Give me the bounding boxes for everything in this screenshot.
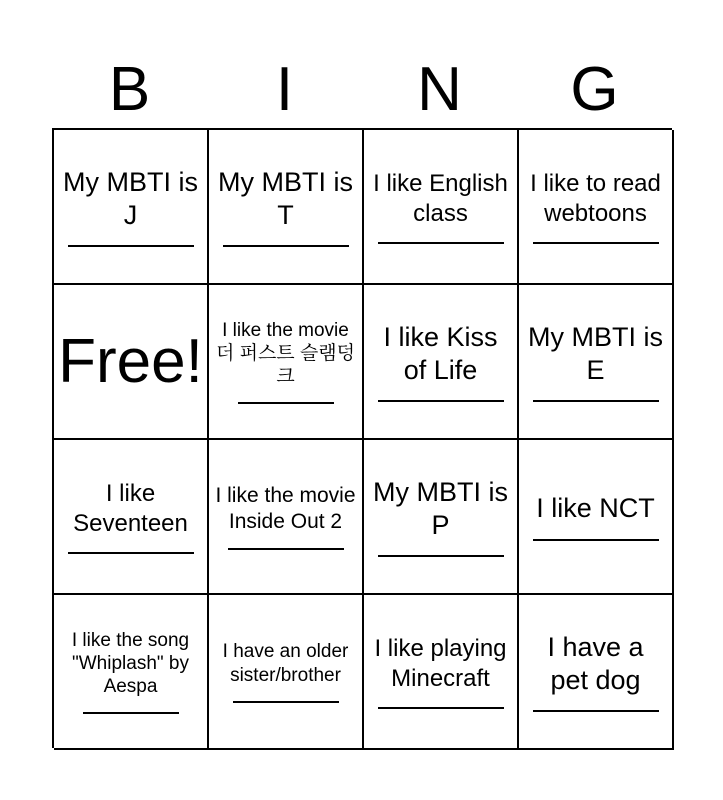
bingo-cell[interactable] bbox=[519, 595, 674, 750]
name-blank-line bbox=[378, 707, 504, 709]
cell-text: I like to read webtoons bbox=[530, 170, 661, 227]
cell-text: I like NCT bbox=[536, 493, 655, 524]
free-text: Free! bbox=[58, 326, 203, 396]
cell-text: My MBTI is P bbox=[373, 476, 508, 540]
cell-text: My MBTI is E bbox=[528, 321, 663, 385]
cell-text: My MBTI is J bbox=[63, 166, 198, 230]
name-blank-line bbox=[378, 400, 504, 402]
name-blank-line bbox=[83, 712, 179, 714]
bingo-cell[interactable] bbox=[519, 285, 674, 440]
name-blank-line bbox=[68, 552, 194, 554]
bingo-cell[interactable] bbox=[209, 130, 364, 285]
name-blank-line bbox=[68, 245, 194, 247]
bingo-cell[interactable] bbox=[209, 285, 364, 440]
cell-text: I like the movie Inside Out 2 bbox=[215, 483, 356, 533]
cell-text: I like English class bbox=[373, 170, 508, 227]
header-letter-i: I bbox=[275, 55, 294, 124]
name-blank-line bbox=[223, 245, 349, 247]
bingo-cell[interactable] bbox=[209, 440, 364, 595]
bingo-cell[interactable] bbox=[54, 595, 209, 750]
name-blank-line bbox=[378, 555, 504, 557]
name-blank-line bbox=[378, 242, 504, 244]
cell-text: I like the song "Whiplash" by Aespa bbox=[71, 629, 190, 698]
bingo-cell[interactable] bbox=[364, 130, 519, 285]
name-blank-line bbox=[238, 402, 334, 404]
name-blank-line bbox=[533, 242, 659, 244]
bingo-cell[interactable] bbox=[54, 130, 209, 285]
cell-text: I like playing Minecraft bbox=[374, 635, 507, 692]
cell-text: I like Kiss of Life bbox=[383, 321, 498, 385]
bingo-header bbox=[52, 52, 672, 128]
header-letter-b: B bbox=[108, 55, 151, 124]
bingo-cell[interactable] bbox=[54, 440, 209, 595]
name-blank-line bbox=[533, 539, 659, 541]
cell-text: I like Seventeen bbox=[73, 480, 188, 537]
cell-text: I like the movie 더 퍼스트 슬램덩크 bbox=[215, 319, 356, 388]
bingo-grid bbox=[52, 128, 672, 748]
bingo-cell[interactable] bbox=[364, 595, 519, 750]
bingo-cell[interactable] bbox=[364, 285, 519, 440]
header-letter-g: G bbox=[570, 55, 619, 124]
cell-text: I have a pet dog bbox=[547, 631, 644, 695]
free-cell[interactable] bbox=[54, 285, 209, 440]
bingo-cell[interactable] bbox=[209, 595, 364, 750]
name-blank-line bbox=[533, 400, 659, 402]
cell-text: I have an older sister/brother bbox=[222, 641, 349, 686]
bingo-cell[interactable] bbox=[519, 130, 674, 285]
bingo-cell[interactable] bbox=[364, 440, 519, 595]
name-blank-line bbox=[228, 548, 344, 550]
name-blank-line bbox=[233, 701, 339, 703]
header-letter-n: N bbox=[417, 55, 462, 124]
cell-text: My MBTI is T bbox=[218, 166, 353, 230]
name-blank-line bbox=[533, 710, 659, 712]
bingo-cell[interactable] bbox=[519, 440, 674, 595]
